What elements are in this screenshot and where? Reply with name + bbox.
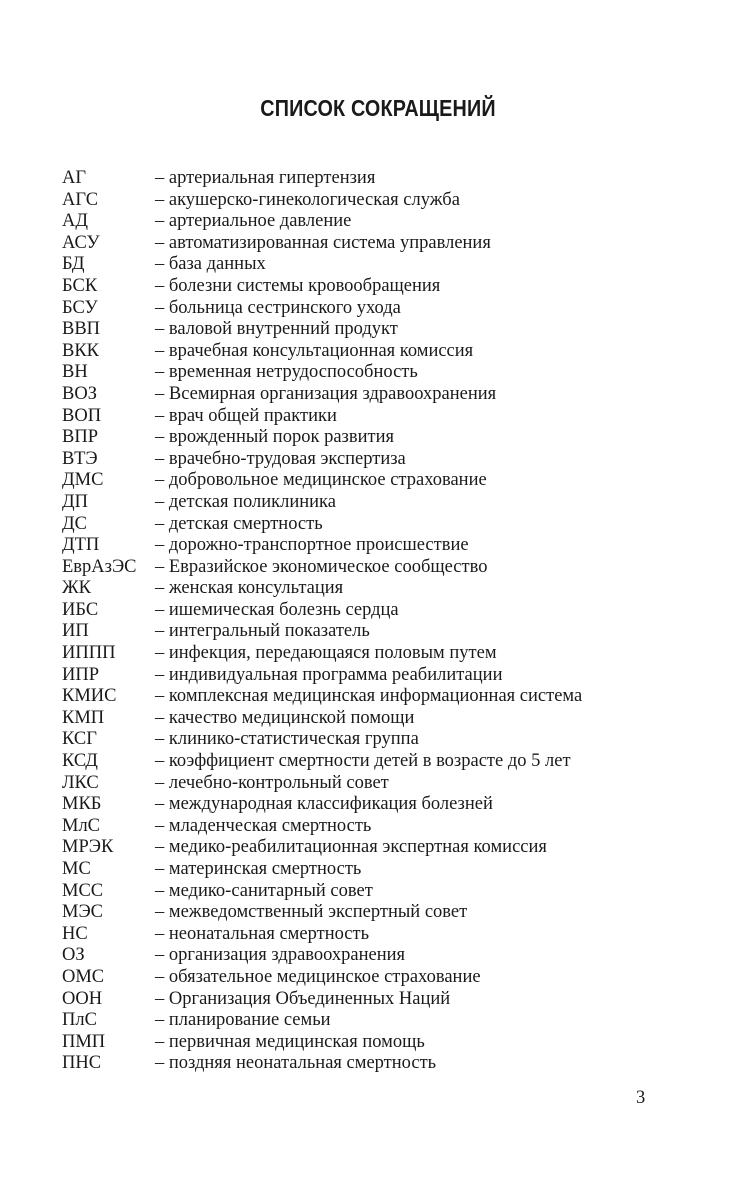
- list-item: [62, 794, 702, 816]
- abbreviation-definition: – медико-реабилитационная экспертная комиссия: [155, 837, 547, 858]
- list-item: [62, 233, 702, 255]
- list-item: [62, 665, 702, 687]
- list-item: [62, 643, 702, 665]
- page-number: 3: [636, 1088, 646, 1108]
- list-item: [62, 319, 702, 341]
- abbreviation-definition: – добровольное медицинское страхование: [155, 470, 487, 491]
- abbreviation-code: БСУ: [62, 297, 98, 318]
- abbreviation-code: КМИС: [62, 686, 117, 707]
- abbreviation-definition: – Всемирная организация здравоохранения: [155, 383, 497, 404]
- abbreviation-definition: – временная нетрудоспособность: [155, 362, 418, 383]
- list-item: [62, 686, 702, 708]
- list-item: [62, 341, 702, 363]
- abbreviation-code: БД: [62, 254, 85, 275]
- list-item: [62, 816, 702, 838]
- abbreviation-code: ПНС: [62, 1053, 102, 1074]
- abbreviation-definition: – коэффициент смертности детей в возрасте до 5 лет: [155, 751, 571, 772]
- abbreviation-definition: – врачебно-трудовая экспертиза: [155, 448, 406, 469]
- list-item: [62, 859, 702, 881]
- abbreviation-definition: – болезни системы кровообращения: [155, 275, 441, 296]
- abbreviation-code: ЛКС: [62, 772, 99, 793]
- abbreviation-definition: – младенческая смертность: [155, 815, 372, 836]
- abbreviation-definition: – инфекция, передающаяся половым путем: [155, 643, 497, 664]
- list-item: [62, 881, 702, 903]
- abbreviation-list: [62, 168, 702, 1075]
- abbreviation-definition: – база данных: [155, 254, 266, 275]
- abbreviation-definition: – врачебная консультационная комиссия: [155, 340, 474, 361]
- list-item: [62, 837, 702, 859]
- abbreviation-definition: – клинико-статистическая группа: [155, 729, 419, 750]
- abbreviation-code: ИП: [62, 621, 89, 642]
- abbreviation-definition: – первичная медицинская помощь: [155, 1031, 425, 1052]
- list-item: [62, 276, 702, 298]
- list-item: [62, 924, 702, 946]
- abbreviation-code: МСС: [62, 880, 104, 901]
- abbreviation-definition: – валовой внутренний продукт: [155, 319, 398, 340]
- list-item: [62, 708, 702, 730]
- abbreviation-code: ДС: [62, 513, 87, 534]
- abbreviation-definition: – материнская смертность: [155, 859, 362, 879]
- abbreviation-definition: – детская поликлиника: [155, 491, 336, 512]
- abbreviation-definition: – дорожно-транспортное происшествие: [155, 535, 469, 556]
- abbreviation-definition: – женская консультация: [155, 578, 344, 599]
- abbreviation-code: АГС: [62, 189, 99, 210]
- abbreviation-code: ИППП: [62, 643, 116, 664]
- abbreviation-definition: – поздняя неонатальная смертность: [155, 1053, 437, 1074]
- abbreviation-definition: – артериальная гипертензия: [155, 168, 376, 188]
- abbreviation-code: ВТЭ: [62, 448, 98, 469]
- list-item: [62, 773, 702, 795]
- abbreviation-definition: – комплексная медицинская информационная система: [155, 686, 583, 707]
- list-item: [62, 535, 702, 557]
- abbreviation-definition: – планирование семьи: [155, 1010, 331, 1031]
- abbreviation-code: ИПР: [62, 664, 100, 685]
- abbreviation-definition: – ишемическая болезнь сердца: [155, 599, 399, 620]
- list-item: [62, 751, 702, 773]
- abbreviation-code: ВПР: [62, 427, 98, 448]
- abbreviation-definition: – детская смертность: [155, 513, 323, 534]
- abbreviation-definition: – организация здравоохранения: [155, 945, 406, 966]
- abbreviation-code: МРЭК: [62, 837, 114, 858]
- abbreviation-code: АД: [62, 211, 88, 232]
- abbreviation-code: МС: [62, 859, 91, 879]
- abbreviation-definition: – лечебно-контрольный совет: [155, 772, 389, 793]
- abbreviation-code: ВКК: [62, 340, 100, 361]
- abbreviation-definition: – автоматизированная система управления: [155, 232, 491, 253]
- list-item: [62, 254, 702, 276]
- abbreviation-code: ЖК: [62, 578, 91, 599]
- list-item: [62, 902, 702, 924]
- abbreviation-definition: – акушерско-гинекологическая служба: [155, 189, 460, 210]
- abbreviation-code: ВН: [62, 362, 88, 383]
- abbreviation-code: МлС: [62, 815, 101, 836]
- list-item: [62, 557, 702, 579]
- list-item: [62, 1032, 702, 1054]
- abbreviation-definition: – обязательное медицинское страхование: [155, 966, 481, 987]
- list-item: [62, 945, 702, 967]
- abbreviation-definition: – интегральный показатель: [155, 621, 370, 642]
- abbreviation-code: ВОЗ: [62, 383, 97, 404]
- list-item: [62, 600, 702, 622]
- abbreviation-code: ОЗ: [62, 945, 85, 966]
- abbreviation-code: ДТП: [62, 535, 100, 556]
- abbreviation-definition: – Организация Объединенных Наций: [155, 988, 451, 1009]
- list-item: [62, 989, 702, 1011]
- abbreviation-definition: – международная классификация болезней: [155, 794, 493, 815]
- abbreviation-code: КМП: [62, 707, 105, 728]
- abbreviation-definition: – индивидуальная программа реабилитации: [155, 664, 503, 685]
- abbreviation-definition: – качество медицинской помощи: [155, 707, 415, 728]
- abbreviation-code: ООН: [62, 988, 103, 1009]
- list-item: [62, 470, 702, 492]
- abbreviation-code: ОМС: [62, 966, 105, 987]
- list-item: [62, 168, 702, 190]
- abbreviation-code: БСК: [62, 275, 98, 296]
- abbreviation-code: ДП: [62, 491, 88, 512]
- abbreviation-definition: – врожденный порок развития: [155, 427, 394, 448]
- abbreviation-definition: – врач общей практики: [155, 405, 337, 426]
- list-item: [62, 406, 702, 428]
- list-item: [62, 967, 702, 989]
- abbreviation-definition: – неонатальная смертность: [155, 923, 370, 944]
- abbreviation-definition: – Евразийское экономическое сообщество: [155, 556, 488, 577]
- list-item: [62, 298, 702, 320]
- list-item: [62, 449, 702, 471]
- list-item: [62, 384, 702, 406]
- list-item: [62, 514, 702, 536]
- list-item: [62, 578, 702, 600]
- page-title: СПИСОК СОКРАЩЕНИЙ: [260, 95, 496, 122]
- abbreviation-code: ДМС: [62, 470, 104, 491]
- abbreviation-code: МКБ: [62, 794, 102, 815]
- abbreviation-code: ИБС: [62, 599, 99, 620]
- list-item: [62, 1010, 702, 1032]
- abbreviation-code: ВВП: [62, 319, 101, 340]
- abbreviation-definition: – больница сестринского ухода: [155, 297, 401, 318]
- list-item: [62, 427, 702, 449]
- abbreviation-code: МЭС: [62, 902, 104, 923]
- abbreviation-code: ЕврАзЭС: [62, 556, 137, 577]
- list-item: [62, 729, 702, 751]
- abbreviation-code: ПМП: [62, 1031, 106, 1052]
- list-item: [62, 621, 702, 643]
- abbreviation-definition: – медико-санитарный совет: [155, 880, 373, 901]
- abbreviation-definition: – артериальное давление: [155, 211, 352, 232]
- abbreviation-definition: – межведомственный экспертный совет: [155, 902, 468, 923]
- abbreviation-code: ВОП: [62, 405, 102, 426]
- abbreviation-code: КСГ: [62, 729, 97, 750]
- abbreviation-code: АГ: [62, 168, 87, 188]
- list-item: [62, 211, 702, 233]
- abbreviation-code: НС: [62, 923, 88, 944]
- list-item: [62, 362, 702, 384]
- list-item: [62, 190, 702, 212]
- abbreviation-code: КСД: [62, 751, 98, 772]
- list-item: [62, 1053, 702, 1075]
- abbreviation-code: АСУ: [62, 232, 100, 253]
- list-item: [62, 492, 702, 514]
- abbreviation-code: ПлС: [62, 1010, 97, 1031]
